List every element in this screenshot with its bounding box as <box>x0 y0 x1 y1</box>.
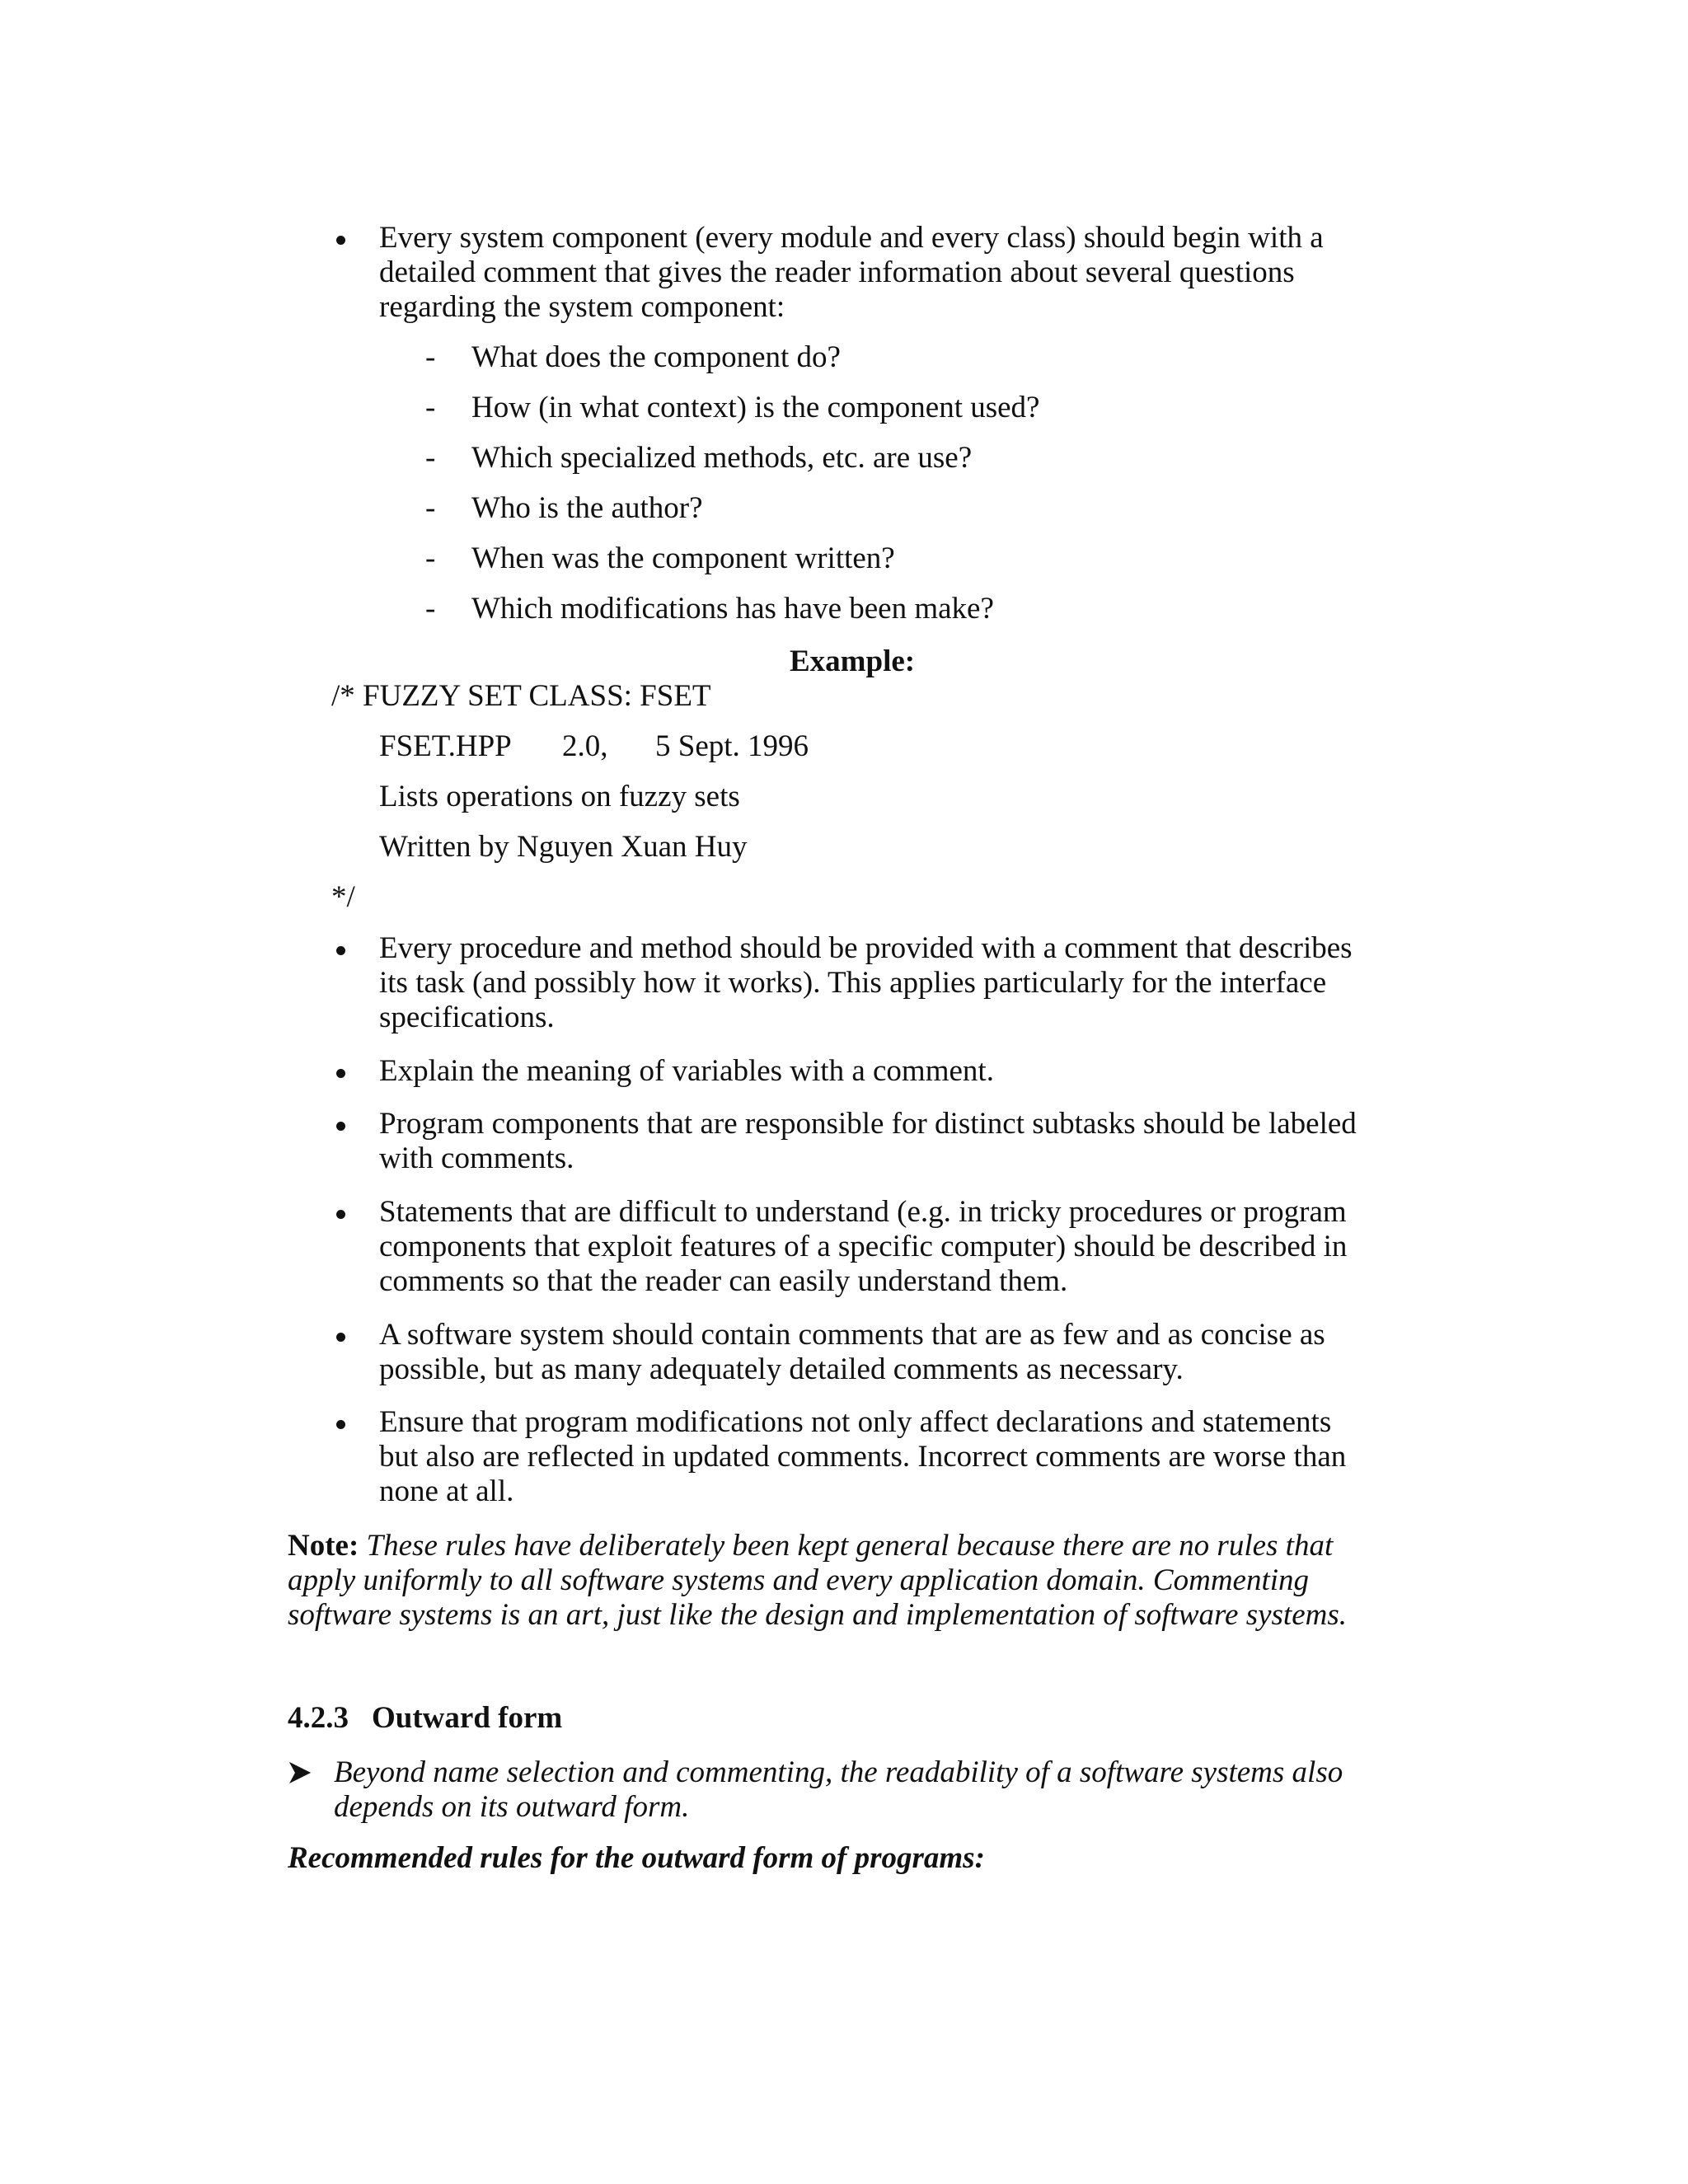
bullet2-1-line-1: Every procedure and method should be provided with a comment that describes <box>379 931 1353 965</box>
arrow-item-line-1: Beyond name selection and commenting, the readability of a software systems also <box>334 1755 1343 1789</box>
bullet2-6-line-1: Ensure that program modifications not only affect declarations and statements <box>379 1405 1332 1439</box>
bullet2-3-line-2: with comments. <box>379 1141 574 1175</box>
note-line-1 <box>288 1528 1333 1563</box>
dash-marker: - <box>425 592 436 626</box>
arrow-item-line-2: depends on its outward form. <box>334 1790 690 1824</box>
bullet1-line-1: Every system component (every module and every class) should begin with a <box>379 221 1324 255</box>
section-title: Outward form <box>372 1701 563 1735</box>
example-description: Lists operations on fuzzy sets <box>379 780 740 813</box>
example-heading: Example: <box>790 644 916 678</box>
section-number: 4.2.3 <box>288 1701 349 1735</box>
question-item: When was the component written? <box>471 541 895 575</box>
question-item: Which modifications has have been make? <box>471 592 994 626</box>
note-line-2: apply uniformly to all software systems and every application domain. Commenting <box>288 1563 1310 1597</box>
bullet2-4-line-3: comments so that the reader can easily understand them. <box>379 1264 1068 1298</box>
bullet1-line-2: detailed comment that gives the reader information about several questions <box>379 255 1295 289</box>
note-text: These rules have deliberately been kept general because there are no rules that <box>359 1529 1334 1563</box>
note-line-3: software systems is an art, just like the design and implementation of software systems. <box>288 1598 1347 1632</box>
bullet2-3-line-1: Program components that are responsible for distinct subtasks should be labeled <box>379 1107 1357 1141</box>
arrow-bullet-icon <box>288 1760 312 1785</box>
bullet2-5-line-2: possible, but as many adequately detailed comments as necessary. <box>379 1352 1184 1386</box>
file-name: FSET.HPP <box>379 729 512 763</box>
bullet2-1-line-3: specifications. <box>379 1001 555 1034</box>
recommended-rules-heading: Recommended rules for the outward form of programs: <box>288 1841 985 1875</box>
dash-marker: - <box>425 441 436 475</box>
dash-marker: - <box>425 391 436 424</box>
bullet-dot-icon <box>336 946 345 955</box>
example-author: Written by Nguyen Xuan Huy <box>379 830 748 864</box>
bullet-dot-icon <box>336 1420 345 1429</box>
bullet-dot-icon <box>336 1333 345 1342</box>
bullet-dot-icon <box>336 1210 345 1219</box>
bullet-dot-icon <box>336 1069 345 1078</box>
comment-open: /* FUZZY SET CLASS: FSET <box>331 679 711 713</box>
question-item: Who is the author? <box>471 491 703 525</box>
file-date: 5 Sept. 1996 <box>655 729 809 763</box>
question-item: Which specialized methods, etc. are use? <box>471 441 973 475</box>
bullet2-1-line-2: its task (and possibly how it works). This applies particularly for the interface <box>379 966 1327 1000</box>
bullet2-2-line-1: Explain the meaning of variables with a comment. <box>379 1054 994 1088</box>
bullet2-4-line-1: Statements that are difficult to understand (e.g. in tricky procedures or program <box>379 1195 1347 1229</box>
bullet-dot-icon <box>336 236 345 245</box>
comment-close: */ <box>331 880 355 914</box>
note-label: Note: <box>288 1529 359 1563</box>
file-version: 2.0, <box>562 729 608 763</box>
question-item: What does the component do? <box>471 340 841 374</box>
bullet2-5-line-1: A software system should contain comments that are as few and as concise as <box>379 1318 1325 1352</box>
dash-marker: - <box>425 541 436 575</box>
question-item: How (in what context) is the component used? <box>471 391 1040 424</box>
bullet2-6-line-3: none at all. <box>379 1474 514 1508</box>
dash-marker: - <box>425 340 436 374</box>
dash-marker: - <box>425 491 436 525</box>
bullet-dot-icon <box>336 1122 345 1131</box>
bullet1-line-3: regarding the system component: <box>379 290 785 324</box>
bullet2-6-line-2: but also are reflected in updated comments. Incorrect comments are worse than <box>379 1440 1347 1474</box>
bullet2-4-line-2: components that exploit features of a specific computer) should be described in <box>379 1230 1348 1263</box>
